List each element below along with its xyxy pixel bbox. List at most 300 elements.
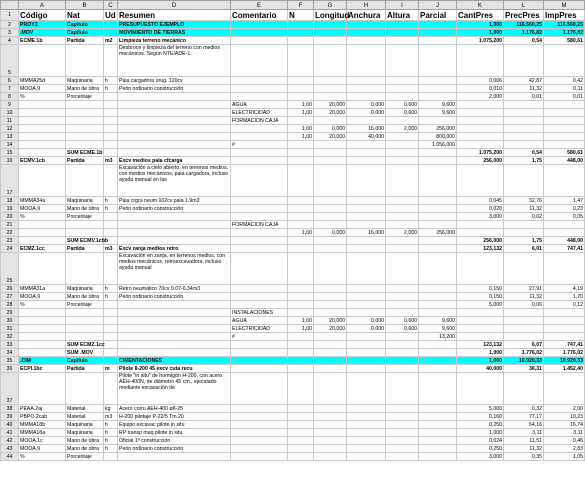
cell[interactable]: Porcentaje	[66, 453, 104, 461]
cell[interactable]	[288, 373, 314, 405]
cell[interactable]: Mano de obra	[66, 85, 104, 93]
row-header[interactable]: 29	[1, 309, 19, 317]
cell[interactable]: h	[104, 85, 118, 93]
cell[interactable]	[314, 373, 347, 405]
cell[interactable]: 0,150	[457, 293, 504, 301]
cell[interactable]: 11,32	[504, 85, 544, 93]
cell[interactable]: 9,600	[419, 325, 457, 333]
row-header[interactable]: 35	[1, 357, 19, 365]
cell[interactable]	[347, 437, 386, 445]
cell[interactable]	[104, 117, 118, 125]
cell[interactable]	[118, 349, 231, 357]
cell[interactable]: Partida	[66, 37, 104, 45]
cell[interactable]	[347, 357, 386, 365]
cell[interactable]	[118, 109, 231, 117]
cell[interactable]	[347, 349, 386, 357]
cell[interactable]	[231, 253, 288, 285]
column-header-f[interactable]: F	[288, 1, 314, 10]
cell[interactable]	[288, 37, 314, 45]
cell[interactable]	[347, 341, 386, 349]
cell[interactable]: MOVIMIENTO DE TIERRAS	[118, 29, 231, 37]
cell[interactable]	[19, 349, 66, 357]
cell[interactable]: %	[19, 301, 66, 309]
cell[interactable]: 0,000	[314, 125, 347, 133]
cell[interactable]	[104, 229, 118, 237]
cell[interactable]: 800,000	[419, 133, 457, 141]
cell[interactable]	[457, 333, 504, 341]
cell[interactable]	[347, 157, 386, 165]
cell[interactable]: 77,17	[504, 413, 544, 421]
cell[interactable]	[231, 197, 288, 205]
cell[interactable]	[231, 293, 288, 301]
cell[interactable]: MMMA25d	[19, 77, 66, 85]
row-header[interactable]: 9	[1, 101, 19, 109]
cell[interactable]: 0,01	[504, 93, 544, 101]
cell[interactable]	[457, 221, 504, 229]
cell[interactable]	[19, 229, 66, 237]
cell[interactable]: 2,00	[544, 405, 585, 413]
cell[interactable]	[347, 85, 386, 93]
cell[interactable]	[419, 213, 457, 221]
cell[interactable]: Partida	[66, 245, 104, 253]
cell[interactable]	[504, 117, 544, 125]
cell[interactable]	[231, 157, 288, 165]
cell[interactable]	[347, 205, 386, 213]
cell[interactable]	[118, 453, 231, 461]
cell[interactable]	[288, 157, 314, 165]
cell[interactable]: PRESUPUESTO EJEMPLO	[118, 21, 231, 29]
cell[interactable]: m	[104, 365, 118, 373]
cell[interactable]	[386, 253, 419, 285]
cell[interactable]: Partida	[66, 365, 104, 373]
field-header-cell[interactable]: PrecPres	[504, 10, 544, 21]
cell[interactable]: %	[19, 93, 66, 101]
select-all-corner[interactable]	[1, 1, 19, 10]
cell[interactable]: h	[104, 285, 118, 293]
cell[interactable]	[386, 405, 419, 413]
cell[interactable]	[347, 221, 386, 229]
row-header[interactable]: 12	[1, 125, 19, 133]
cell[interactable]	[347, 285, 386, 293]
cell[interactable]	[544, 325, 585, 333]
cell[interactable]: 1.452,40	[544, 365, 585, 373]
cell[interactable]: %	[19, 453, 66, 461]
row-header[interactable]: 27	[1, 293, 19, 301]
cell[interactable]	[504, 45, 544, 77]
cell[interactable]	[314, 341, 347, 349]
cell[interactable]	[314, 429, 347, 437]
cell[interactable]	[19, 45, 66, 77]
cell[interactable]	[419, 429, 457, 437]
cell[interactable]: 1.776,02	[544, 349, 585, 357]
cell[interactable]: 27,91	[504, 285, 544, 293]
cell[interactable]: 1,00	[288, 125, 314, 133]
cell[interactable]	[104, 21, 118, 29]
column-header-i[interactable]: I	[386, 1, 419, 10]
cell[interactable]: SUM ECMV.1cbb	[67, 238, 109, 244]
cell[interactable]: Capítulo	[66, 357, 104, 365]
cell[interactable]: INSTALACIONES	[231, 309, 288, 317]
cell[interactable]	[419, 197, 457, 205]
cell[interactable]	[288, 141, 314, 149]
cell[interactable]: 0,000	[347, 317, 386, 325]
cell[interactable]: ELECTRICIDAD	[231, 325, 288, 333]
cell[interactable]: Excavación a cielo abierto, en terrenos medios, con medios mecánicos, pala cargadora, incluso ayuda manual en las	[118, 165, 231, 197]
cell[interactable]	[419, 293, 457, 301]
cell[interactable]	[419, 445, 457, 453]
cell[interactable]	[386, 85, 419, 93]
cell[interactable]: 42,87	[504, 77, 544, 85]
cell[interactable]	[314, 237, 347, 245]
cell[interactable]	[347, 141, 386, 149]
cell[interactable]	[544, 333, 585, 341]
cell[interactable]	[231, 205, 288, 213]
cell[interactable]	[544, 133, 585, 141]
cell[interactable]: 1.075,200	[457, 149, 504, 157]
row-header[interactable]: 13	[1, 133, 19, 141]
cell[interactable]: 36,31	[504, 365, 544, 373]
cell[interactable]: 1.776,02	[504, 349, 544, 357]
cell[interactable]: h	[104, 197, 118, 205]
cell[interactable]: Excavación en zanja, en terrenos medios, con medios mecánicos, retroexcavadora, incluso ayuda manual	[118, 253, 231, 285]
cell[interactable]: 256,000	[419, 125, 457, 133]
cell[interactable]	[386, 301, 419, 309]
cell[interactable]: 0,42	[544, 77, 585, 85]
cell[interactable]	[19, 117, 66, 125]
cell[interactable]	[419, 413, 457, 421]
row-header[interactable]: 20	[1, 213, 19, 221]
cell[interactable]: h	[104, 429, 118, 437]
cell[interactable]	[104, 333, 118, 341]
cell[interactable]	[347, 45, 386, 77]
cell[interactable]: Porcentaje	[66, 93, 104, 101]
cell[interactable]	[104, 141, 118, 149]
cell[interactable]: 0,045	[457, 197, 504, 205]
cell[interactable]	[347, 237, 386, 245]
cell[interactable]: 2,000	[457, 93, 504, 101]
cell[interactable]	[118, 213, 231, 221]
cell[interactable]: 16,74	[544, 421, 585, 429]
cell[interactable]	[104, 253, 118, 285]
cell[interactable]: Oficial 1ª construcción	[118, 437, 231, 445]
cell[interactable]	[457, 101, 504, 109]
cell[interactable]	[504, 373, 544, 405]
cell[interactable]	[314, 285, 347, 293]
row-header[interactable]: 39	[1, 413, 19, 421]
cell[interactable]	[19, 237, 66, 245]
cell[interactable]	[104, 453, 118, 461]
cell[interactable]	[504, 101, 544, 109]
cell[interactable]	[386, 365, 419, 373]
cell[interactable]	[419, 165, 457, 197]
cell[interactable]	[231, 365, 288, 373]
cell[interactable]	[347, 429, 386, 437]
cell[interactable]: Porcentaje	[66, 301, 104, 309]
cell[interactable]	[419, 37, 457, 45]
cell[interactable]	[544, 117, 585, 125]
cell[interactable]	[104, 317, 118, 325]
cell[interactable]	[314, 205, 347, 213]
cell[interactable]	[288, 429, 314, 437]
cell[interactable]	[104, 101, 118, 109]
column-header-h[interactable]: H	[347, 1, 386, 10]
cell[interactable]: 16,000	[347, 125, 386, 133]
cell[interactable]	[386, 221, 419, 229]
cell[interactable]	[19, 253, 66, 285]
cell[interactable]	[347, 165, 386, 197]
cell[interactable]	[419, 437, 457, 445]
cell[interactable]: 0,000	[347, 109, 386, 117]
cell[interactable]	[104, 213, 118, 221]
cell[interactable]	[231, 85, 288, 93]
cell[interactable]	[386, 357, 419, 365]
cell[interactable]: 0,11	[544, 85, 585, 93]
cell[interactable]: 256,000	[457, 237, 504, 245]
cell[interactable]	[457, 309, 504, 317]
cell[interactable]	[419, 221, 457, 229]
cell[interactable]: %	[19, 213, 66, 221]
cell[interactable]	[231, 45, 288, 77]
cell[interactable]: 1,47	[544, 197, 585, 205]
cell[interactable]	[386, 349, 419, 357]
cell[interactable]	[314, 453, 347, 461]
cell[interactable]	[504, 309, 544, 317]
cell[interactable]	[118, 325, 231, 333]
cell[interactable]	[347, 405, 386, 413]
cell[interactable]: Pilote "in situ" de hormigón H-200, con acero AEH-400N, de diámetro 45 cm., ejecutado mediante excavación de	[118, 373, 231, 405]
cell[interactable]	[288, 365, 314, 373]
cell[interactable]: RP transp maq pilote in situ	[118, 429, 231, 437]
cell[interactable]: 20,000	[314, 133, 347, 141]
cell[interactable]: 0,600	[386, 317, 419, 325]
cell[interactable]: 0,000	[347, 325, 386, 333]
cell[interactable]: 1,000	[457, 429, 504, 437]
cell[interactable]	[544, 125, 585, 133]
cell[interactable]: 20,000	[314, 101, 347, 109]
cell[interactable]: m3	[104, 245, 118, 253]
cell[interactable]	[386, 421, 419, 429]
cell[interactable]: Pilote II-200 45 excv cuta recu	[118, 365, 231, 373]
cell[interactable]	[19, 149, 66, 157]
cell[interactable]	[314, 349, 347, 357]
row-header[interactable]: 17	[1, 165, 19, 197]
cell[interactable]	[314, 333, 347, 341]
row-header[interactable]: 31	[1, 325, 19, 333]
cell[interactable]	[504, 229, 544, 237]
cell[interactable]	[104, 125, 118, 133]
cell[interactable]: h	[104, 293, 118, 301]
cell[interactable]: 0,32	[504, 405, 544, 413]
cell[interactable]	[104, 325, 118, 333]
cell[interactable]	[419, 253, 457, 285]
cell[interactable]	[231, 429, 288, 437]
column-header-l[interactable]: L	[504, 1, 544, 10]
cell[interactable]	[288, 341, 314, 349]
cell[interactable]: 32,76	[504, 197, 544, 205]
cell[interactable]	[386, 429, 419, 437]
column-header-k[interactable]: K	[457, 1, 504, 10]
cell[interactable]	[386, 165, 419, 197]
cell[interactable]: SUM ECME.1b	[67, 150, 103, 156]
cell[interactable]: Limpieza terreno mecánico	[118, 37, 231, 45]
cell[interactable]: PBPO.2cab	[19, 413, 66, 421]
cell[interactable]: Pala crgra neum 102cv pala 1.9m3	[118, 197, 231, 205]
cell[interactable]: 256,000	[457, 157, 504, 165]
cell[interactable]: 1,00	[288, 317, 314, 325]
cell[interactable]	[104, 109, 118, 117]
cell[interactable]	[419, 149, 457, 157]
cell[interactable]: 0,54	[504, 37, 544, 45]
cell[interactable]: 0,024	[457, 437, 504, 445]
cell[interactable]: Capítulo	[66, 21, 104, 29]
cell[interactable]	[314, 141, 347, 149]
cell[interactable]	[118, 93, 231, 101]
cell[interactable]: 0,06	[504, 301, 544, 309]
cell[interactable]	[419, 85, 457, 93]
cell[interactable]	[347, 333, 386, 341]
cell[interactable]	[231, 77, 288, 85]
cell[interactable]: Acero corru AEH-400 ø6-25	[118, 405, 231, 413]
cell[interactable]	[19, 141, 66, 149]
cell[interactable]: 116.560,25	[504, 21, 544, 29]
cell[interactable]	[419, 357, 457, 365]
cell[interactable]	[19, 101, 66, 109]
column-header-d[interactable]: D	[118, 1, 231, 10]
row-header[interactable]: 36	[1, 365, 19, 373]
cell[interactable]	[544, 317, 585, 325]
cell[interactable]: 9,600	[419, 109, 457, 117]
row-header[interactable]: 43	[1, 445, 19, 453]
cell[interactable]: 0,160	[457, 413, 504, 421]
row-header[interactable]: 44	[1, 453, 19, 461]
field-header-cell[interactable]: Ud	[105, 10, 116, 20]
field-header-cell[interactable]: CantPres	[457, 10, 504, 21]
cell[interactable]: 3,000	[457, 213, 504, 221]
cell[interactable]	[457, 125, 504, 133]
cell[interactable]	[66, 165, 104, 197]
cell[interactable]: .CIM	[19, 357, 66, 365]
row-header[interactable]: 26	[1, 285, 19, 293]
cell[interactable]: 1.075,200	[457, 37, 504, 45]
cell[interactable]: .MOV	[19, 29, 66, 37]
field-header-cell[interactable]: N	[288, 10, 314, 21]
cell[interactable]	[419, 245, 457, 253]
cell[interactable]	[314, 157, 347, 165]
cell[interactable]: MOOA.9	[19, 445, 66, 453]
cell[interactable]	[314, 117, 347, 125]
field-header-cell[interactable]: Código	[19, 10, 66, 21]
cell[interactable]: Desbroce y limpieza del terreno con medios mecánicos. Según NTE/ADE-1.	[118, 45, 231, 77]
cell[interactable]	[118, 117, 231, 125]
cell[interactable]	[457, 141, 504, 149]
cell[interactable]: FORMACION CAJA	[231, 221, 288, 229]
cell[interactable]	[386, 341, 419, 349]
cell[interactable]	[104, 149, 118, 157]
cell[interactable]: 1,00	[288, 101, 314, 109]
cell[interactable]	[347, 117, 386, 125]
cell[interactable]: 5,000	[457, 301, 504, 309]
cell[interactable]: 6,01	[504, 245, 544, 253]
cell[interactable]	[231, 357, 288, 365]
cell[interactable]: 0,010	[457, 85, 504, 93]
cell[interactable]: m3	[104, 157, 118, 165]
cell[interactable]	[231, 149, 288, 157]
cell[interactable]	[314, 405, 347, 413]
cell[interactable]: 123,132	[457, 245, 504, 253]
cell[interactable]	[288, 165, 314, 197]
cell[interactable]	[504, 317, 544, 325]
row-header[interactable]: 16	[1, 157, 19, 165]
cell[interactable]: MOOA.9	[19, 85, 66, 93]
cell[interactable]: Material	[66, 413, 104, 421]
cell[interactable]	[347, 253, 386, 285]
cell[interactable]	[104, 45, 118, 77]
cell[interactable]	[231, 373, 288, 405]
cell[interactable]: 2,83	[544, 445, 585, 453]
cell[interactable]	[314, 365, 347, 373]
cell[interactable]	[104, 357, 118, 365]
field-header-cell[interactable]: Altura	[386, 10, 419, 21]
column-header-m[interactable]: M	[544, 1, 585, 10]
cell[interactable]	[288, 453, 314, 461]
cell[interactable]	[19, 317, 66, 325]
cell[interactable]	[386, 245, 419, 253]
cell[interactable]: 0,250	[457, 445, 504, 453]
cell[interactable]: 11,32	[504, 205, 544, 213]
cell[interactable]: Pala cargadora orug. 120cv	[118, 77, 231, 85]
cell[interactable]	[419, 341, 457, 349]
row-header[interactable]: 30	[1, 317, 19, 325]
cell[interactable]	[118, 149, 231, 157]
cell[interactable]: 1,00	[288, 109, 314, 117]
cell[interactable]: 3,11	[544, 429, 585, 437]
cell[interactable]	[66, 125, 104, 133]
cell[interactable]	[231, 37, 288, 45]
row-header[interactable]: 4	[1, 37, 19, 45]
cell[interactable]	[544, 141, 585, 149]
row-header[interactable]: 38	[1, 405, 19, 413]
cell[interactable]	[544, 229, 585, 237]
cell[interactable]: 0,250	[457, 421, 504, 429]
cell[interactable]: Peón ordinario construcción	[118, 85, 231, 93]
cell[interactable]: 0,12	[544, 301, 585, 309]
cell[interactable]	[386, 133, 419, 141]
cell[interactable]: 1,75	[504, 157, 544, 165]
cell[interactable]	[504, 221, 544, 229]
cell[interactable]	[386, 437, 419, 445]
cell[interactable]: MMMA18a	[19, 429, 66, 437]
cell[interactable]	[386, 141, 419, 149]
cell[interactable]	[118, 301, 231, 309]
cell[interactable]	[288, 197, 314, 205]
cell[interactable]	[118, 309, 231, 317]
cell[interactable]	[288, 293, 314, 301]
cell[interactable]: 11,32	[504, 445, 544, 453]
row-header[interactable]: 22	[1, 229, 19, 237]
cell[interactable]	[19, 333, 66, 341]
cell[interactable]: ELECTRICIDAD	[231, 109, 288, 117]
cell[interactable]	[314, 29, 347, 37]
cell[interactable]: ECMV.1cb	[19, 157, 66, 165]
cell[interactable]: Maquinaria	[66, 77, 104, 85]
cell[interactable]	[288, 213, 314, 221]
cell[interactable]: 40,000	[347, 133, 386, 141]
cell[interactable]: ECME.1b	[19, 37, 66, 45]
cell[interactable]	[314, 413, 347, 421]
cell[interactable]	[19, 373, 66, 405]
cell[interactable]	[347, 37, 386, 45]
cell[interactable]	[347, 365, 386, 373]
